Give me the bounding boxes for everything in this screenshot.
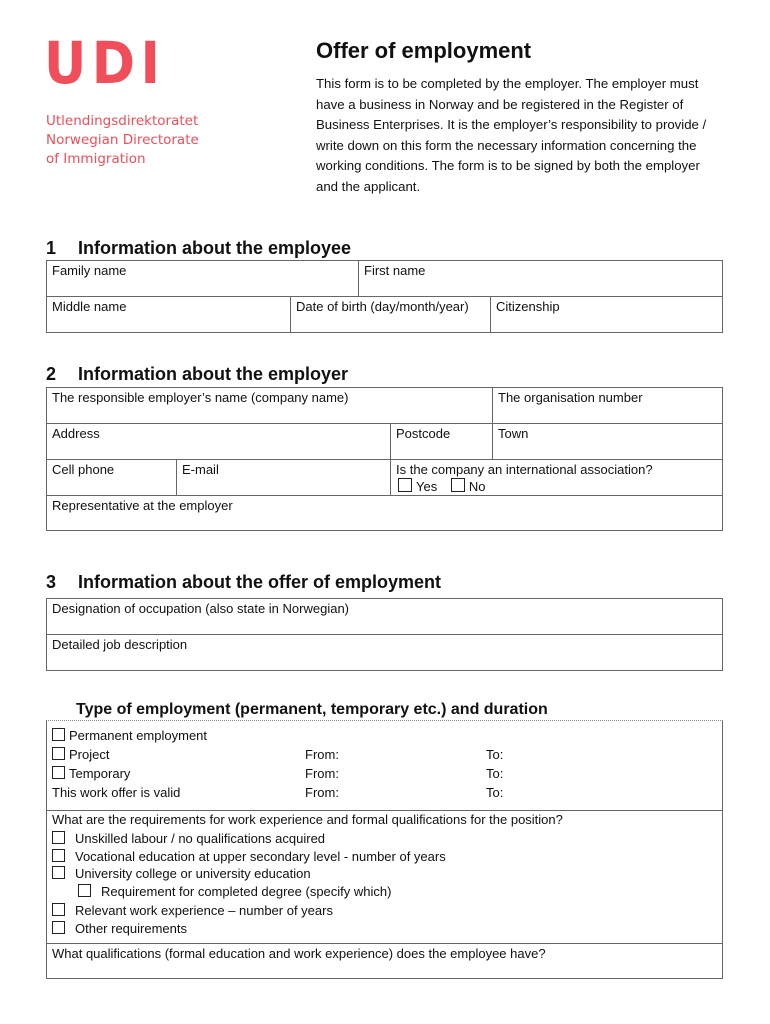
job-description-field[interactable]: Detailed job description <box>46 634 723 671</box>
requirement-option[interactable]: Relevant work experience – number of years <box>52 903 333 918</box>
project-option[interactable]: Project <box>52 747 109 762</box>
intro-text: This form is to be completed by the employer. The employer must have a business in Norway and be registered in the Register of Business Enterprises. It is the employer’s responsibility to provide / write down on this form the necessary information concerning the working conditions. The form is to be signed by both the employer and the applicant. <box>316 76 707 194</box>
address-field[interactable]: Address <box>46 423 391 460</box>
udi-logo: UDI <box>44 29 166 97</box>
representative-field[interactable]: Representative at the employer <box>46 495 723 531</box>
cell-phone-field[interactable]: Cell phone <box>46 459 177 496</box>
employment-type-heading: Type of employment (permanent, temporary etc.) and duration <box>76 701 548 718</box>
company-name-field[interactable]: The responsible employer’s name (company name) <box>46 387 493 424</box>
requirement-option[interactable]: Other requirements <box>52 921 187 936</box>
valid-to[interactable]: To: <box>486 785 504 800</box>
yes-checkbox[interactable] <box>398 478 412 492</box>
section-1-heading: 1 Information about the employee <box>46 238 352 258</box>
first-name-field[interactable]: First name <box>358 260 723 297</box>
dob-field[interactable]: Date of birth (day/month/year) <box>290 296 491 333</box>
intl-question: Is the company an international association? <box>396 462 653 477</box>
qualifications-field[interactable]: What qualifications (formal education and work experience) does the employee have? <box>46 943 723 979</box>
requirements-question: What are the requirements for work experience and formal qualifications for the position? <box>52 812 563 827</box>
temporary-from[interactable]: From: <box>305 766 339 781</box>
project-from[interactable]: From: <box>305 747 339 762</box>
international-association-field <box>390 459 723 496</box>
valid-from[interactable]: From: <box>305 785 339 800</box>
permanent-option[interactable]: Permanent employment <box>52 728 207 743</box>
yes-label: Yes <box>416 479 438 494</box>
family-name-field[interactable]: Family name <box>46 260 359 297</box>
middle-name-field[interactable]: Middle name <box>46 296 291 333</box>
no-checkbox[interactable] <box>451 478 465 492</box>
section-2-heading: 2 Information about the employer <box>46 364 349 384</box>
logo-line: of Immigration <box>46 151 146 167</box>
requirement-option[interactable]: University college or university education <box>52 866 311 881</box>
section-3-heading: 3 Information about the offer of employment <box>46 572 441 592</box>
email-field[interactable]: E-mail <box>176 459 391 496</box>
checkbox <box>52 766 65 779</box>
project-to[interactable]: To: <box>486 747 504 762</box>
designation-field[interactable]: Designation of occupation (also state in Norwegian) <box>46 598 723 635</box>
postcode-field[interactable]: Postcode <box>390 423 493 460</box>
requirement-option[interactable]: Unskilled labour / no qualifications acquired <box>52 831 325 846</box>
no-label: No <box>468 479 486 494</box>
page-title: Offer of employment <box>316 38 532 63</box>
town-field[interactable]: Town <box>492 423 723 460</box>
requirement-option[interactable]: Requirement for completed degree (specify which) <box>78 884 391 899</box>
temporary-option[interactable]: Temporary <box>52 766 130 781</box>
temporary-to[interactable]: To: <box>486 766 504 781</box>
checkbox <box>52 728 65 741</box>
citizenship-field[interactable]: Citizenship <box>490 296 723 333</box>
org-number-field[interactable]: The organisation number <box>492 387 723 424</box>
logo-line: Utlendingsdirektoratet <box>46 113 199 129</box>
requirement-option[interactable]: Vocational education at upper secondary level - number of years <box>52 849 446 864</box>
checkbox <box>52 747 65 760</box>
logo-line: Norwegian Directorate <box>46 132 199 148</box>
valid-label: This work offer is valid <box>52 785 181 800</box>
